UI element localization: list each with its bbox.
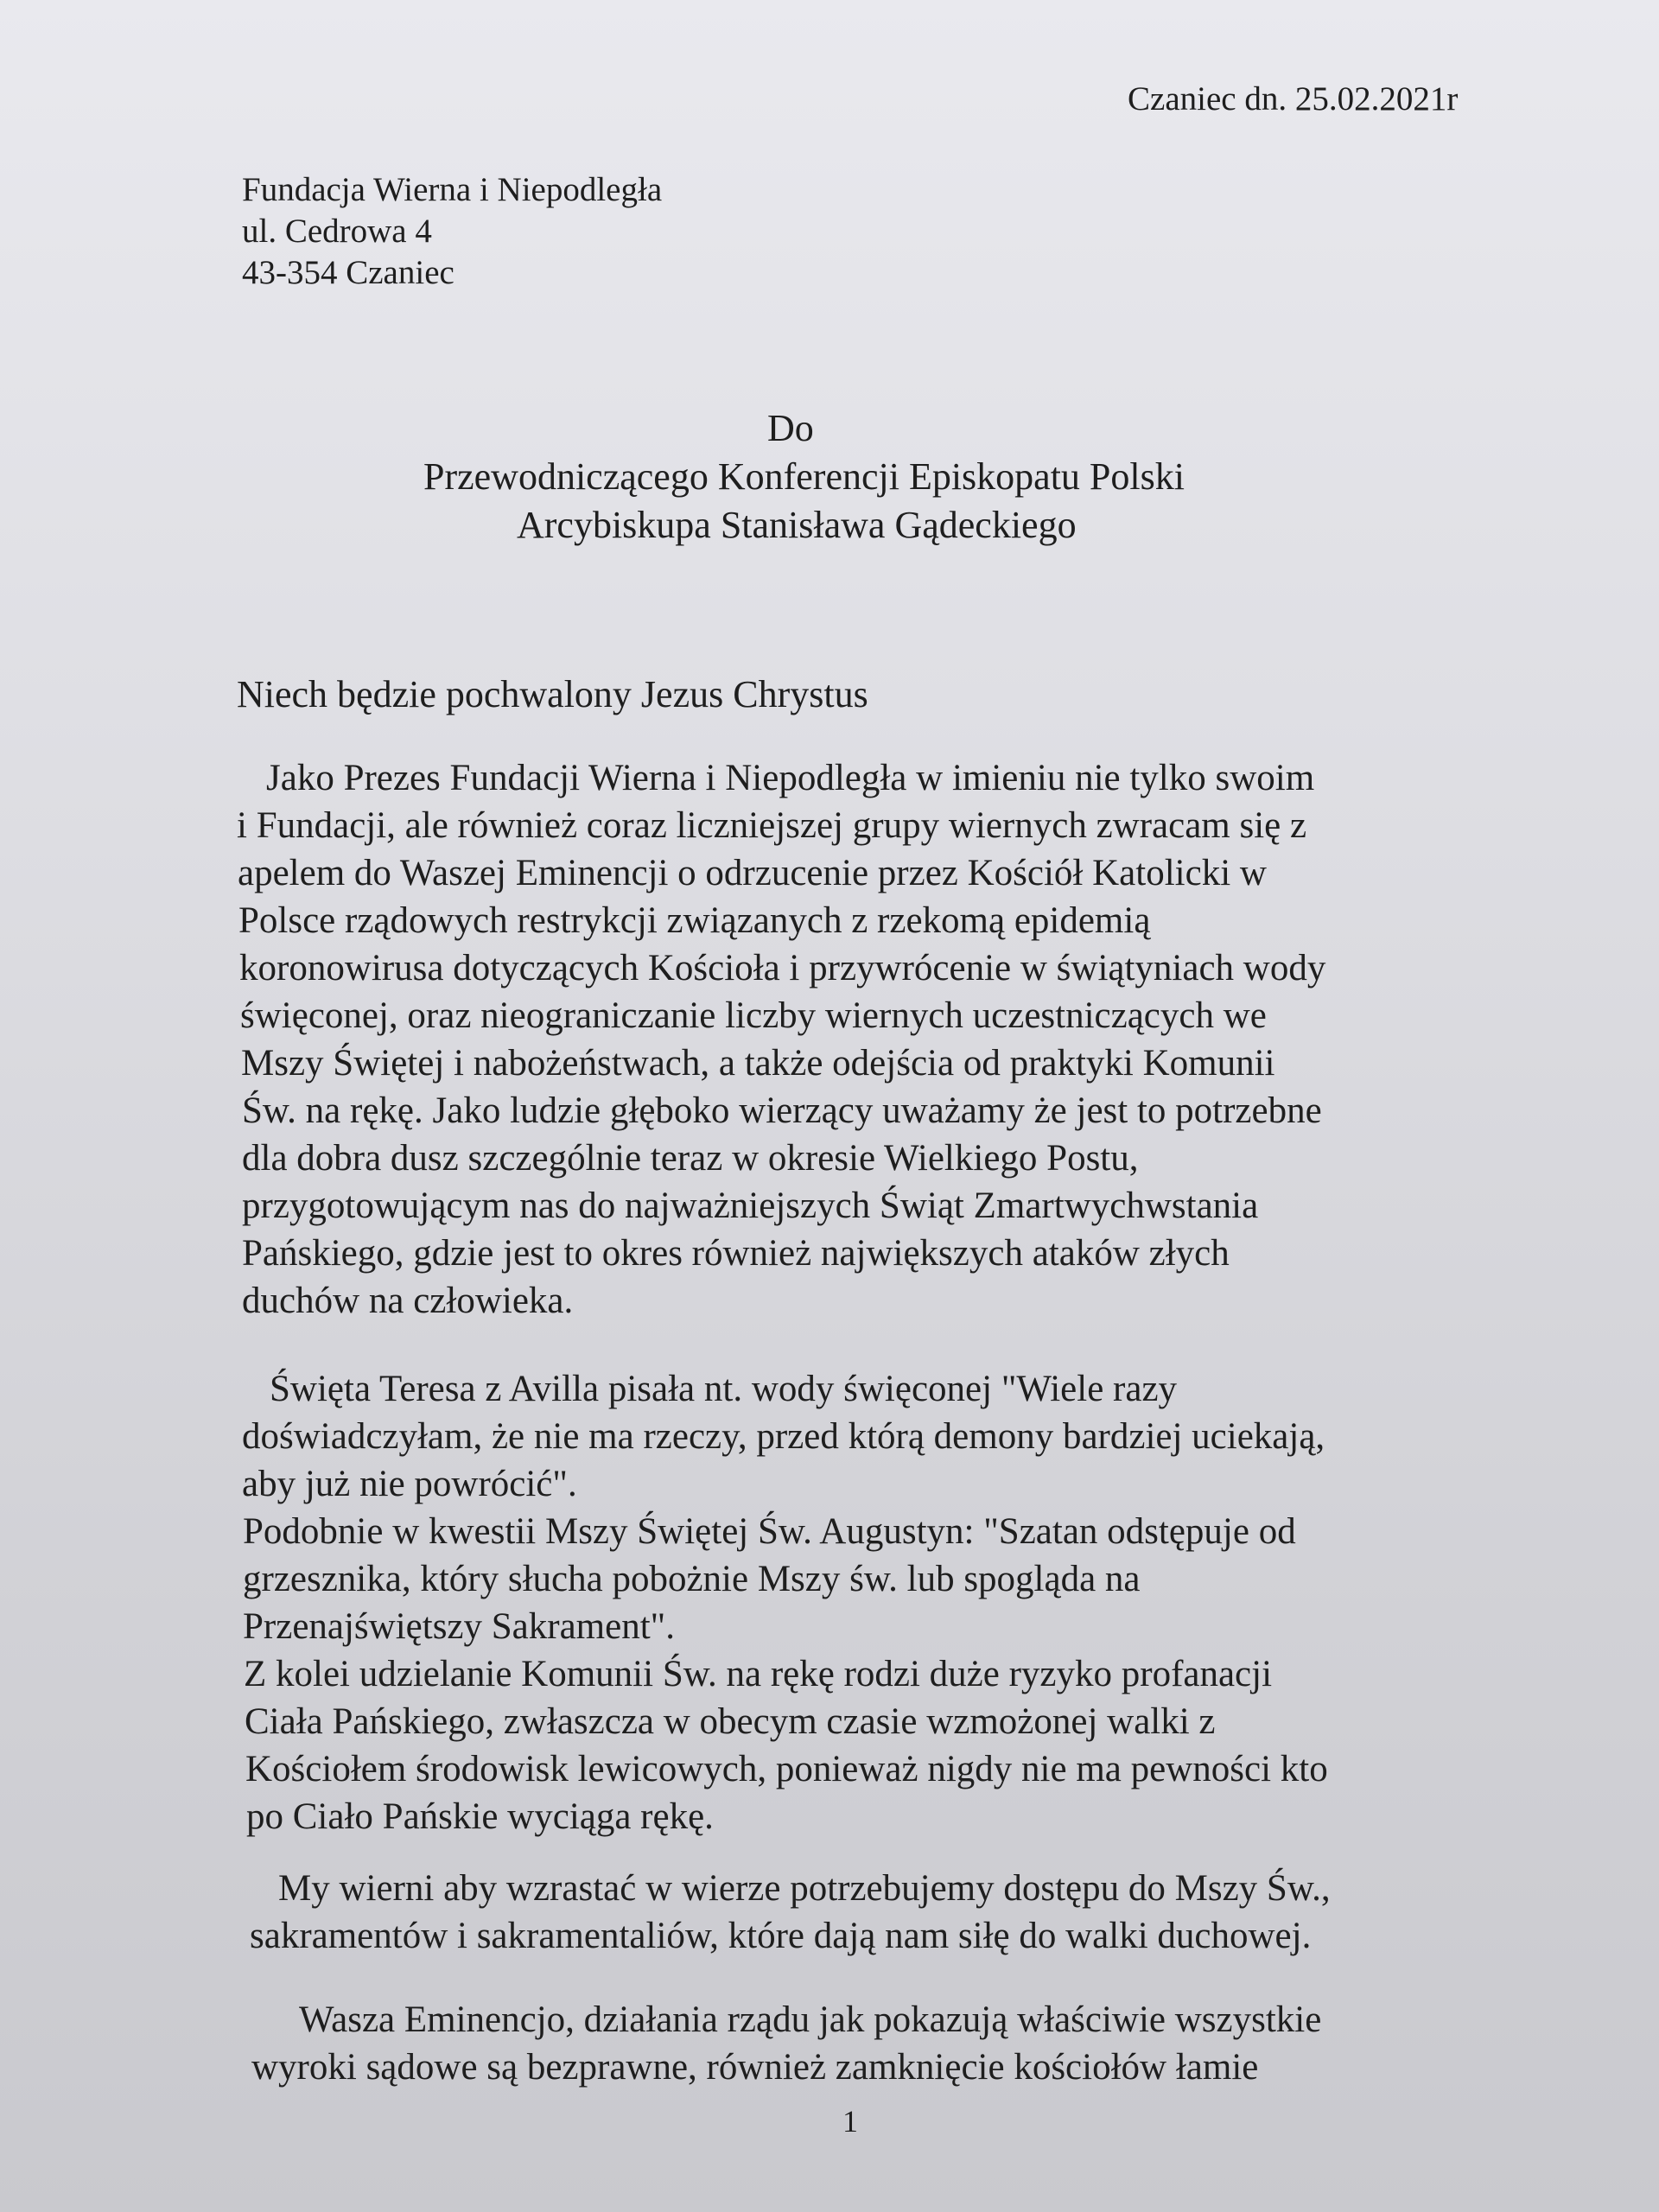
body-line: Święta Teresa z Avilla pisała nt. wody święconej "Wiele razy bbox=[270, 1369, 1178, 1409]
body-line: sakramentów i sakramentaliów, które dają nam siłę do walki duchowej. bbox=[250, 1916, 1312, 1956]
body-line: duchów na człowieka. bbox=[242, 1281, 574, 1321]
body-line: Ciała Pańskiego, zwłaszcza w obecym czasie wzmożonej walki z bbox=[245, 1701, 1216, 1742]
body-line: Kościołem środowisk lewicowych, ponieważ nigdy nie ma pewności kto bbox=[245, 1749, 1328, 1789]
body-line: My wierni aby wzrastać w wierze potrzebujemy dostępu do Mszy Św., bbox=[278, 1868, 1331, 1909]
sender-street: ul. Cedrowa 4 bbox=[242, 213, 432, 250]
letter-date: Czaniec dn. 25.02.2021r bbox=[1128, 80, 1459, 118]
body-line: Św. na rękę. Jako ludzie głęboko wierzący uważamy że jest to potrzebne bbox=[242, 1090, 1322, 1131]
body-line: grzesznika, który słucha pobożnie Mszy św. lub spogląda na bbox=[243, 1559, 1141, 1599]
body-line: doświadczyłam, że nie ma rzeczy, przed którą demony bardziej uciekają, bbox=[242, 1416, 1325, 1457]
body-line: aby już nie powrócić". bbox=[242, 1464, 577, 1504]
page-number: 1 bbox=[842, 2104, 858, 2139]
sender-city: 43-354 Czaniec bbox=[242, 254, 454, 291]
recipient-line-3: Arcybiskupa Stanisława Gądeckiego bbox=[517, 504, 1077, 546]
body-line: Polsce rządowych restrykcji związanych z rzekomą epidemią bbox=[238, 900, 1151, 941]
body-line: Pańskiego, gdzie jest to okres również największych ataków złych bbox=[242, 1233, 1230, 1274]
body-line: Przenajświętszy Sakrament". bbox=[243, 1606, 675, 1647]
body-line: wyroki sądowe są bezprawne, również zamknięcie kościołów łamie bbox=[251, 2047, 1259, 2088]
body-line: i Fundacji, ale również coraz liczniejszej grupy wiernych zwracam się z bbox=[237, 805, 1307, 846]
recipient-line-2: Przewodniczącego Konferencji Episkopatu Polski bbox=[423, 455, 1185, 498]
body-line: Z kolei udzielanie Komunii Św. na rękę rodzi duże ryzyko profanacji bbox=[244, 1654, 1273, 1694]
body-line: Podobnie w kwestii Mszy Świętej Św. Augustyn: "Szatan odstępuje od bbox=[243, 1511, 1296, 1552]
body-line: Mszy Świętej i nabożeństwach, a także odejścia od praktyki Komunii bbox=[241, 1043, 1275, 1084]
body-line: Wasza Eminencjo, działania rządu jak pokazują właściwie wszystkie bbox=[299, 1999, 1322, 2040]
body-line: koronowirusa dotyczących Kościoła i przywrócenie w świątyniach wody bbox=[239, 948, 1326, 988]
greeting: Niech będzie pochwalony Jezus Chrystus bbox=[237, 673, 868, 715]
body-line: apelem do Waszej Eminencji o odrzucenie przez Kościół Katolicki w bbox=[238, 853, 1267, 893]
body-line: po Ciało Pańskie wyciąga rękę. bbox=[246, 1796, 714, 1837]
recipient-line-1: Do bbox=[767, 407, 814, 449]
body-line: przygotowującym nas do najważniejszych Świąt Zmartwychwstania bbox=[242, 1185, 1259, 1226]
body-line: święconej, oraz nieograniczanie liczby wiernych uczestniczących we bbox=[240, 995, 1267, 1036]
sender-address bbox=[242, 169, 662, 294]
body-line: dla dobra dusz szczególnie teraz w okresie Wielkiego Postu, bbox=[242, 1138, 1139, 1179]
sender-name: Fundacja Wierna i Niepodległa bbox=[242, 171, 663, 208]
body-line: Jako Prezes Fundacji Wierna i Niepodległa w imieniu nie tylko swoim bbox=[266, 758, 1315, 798]
